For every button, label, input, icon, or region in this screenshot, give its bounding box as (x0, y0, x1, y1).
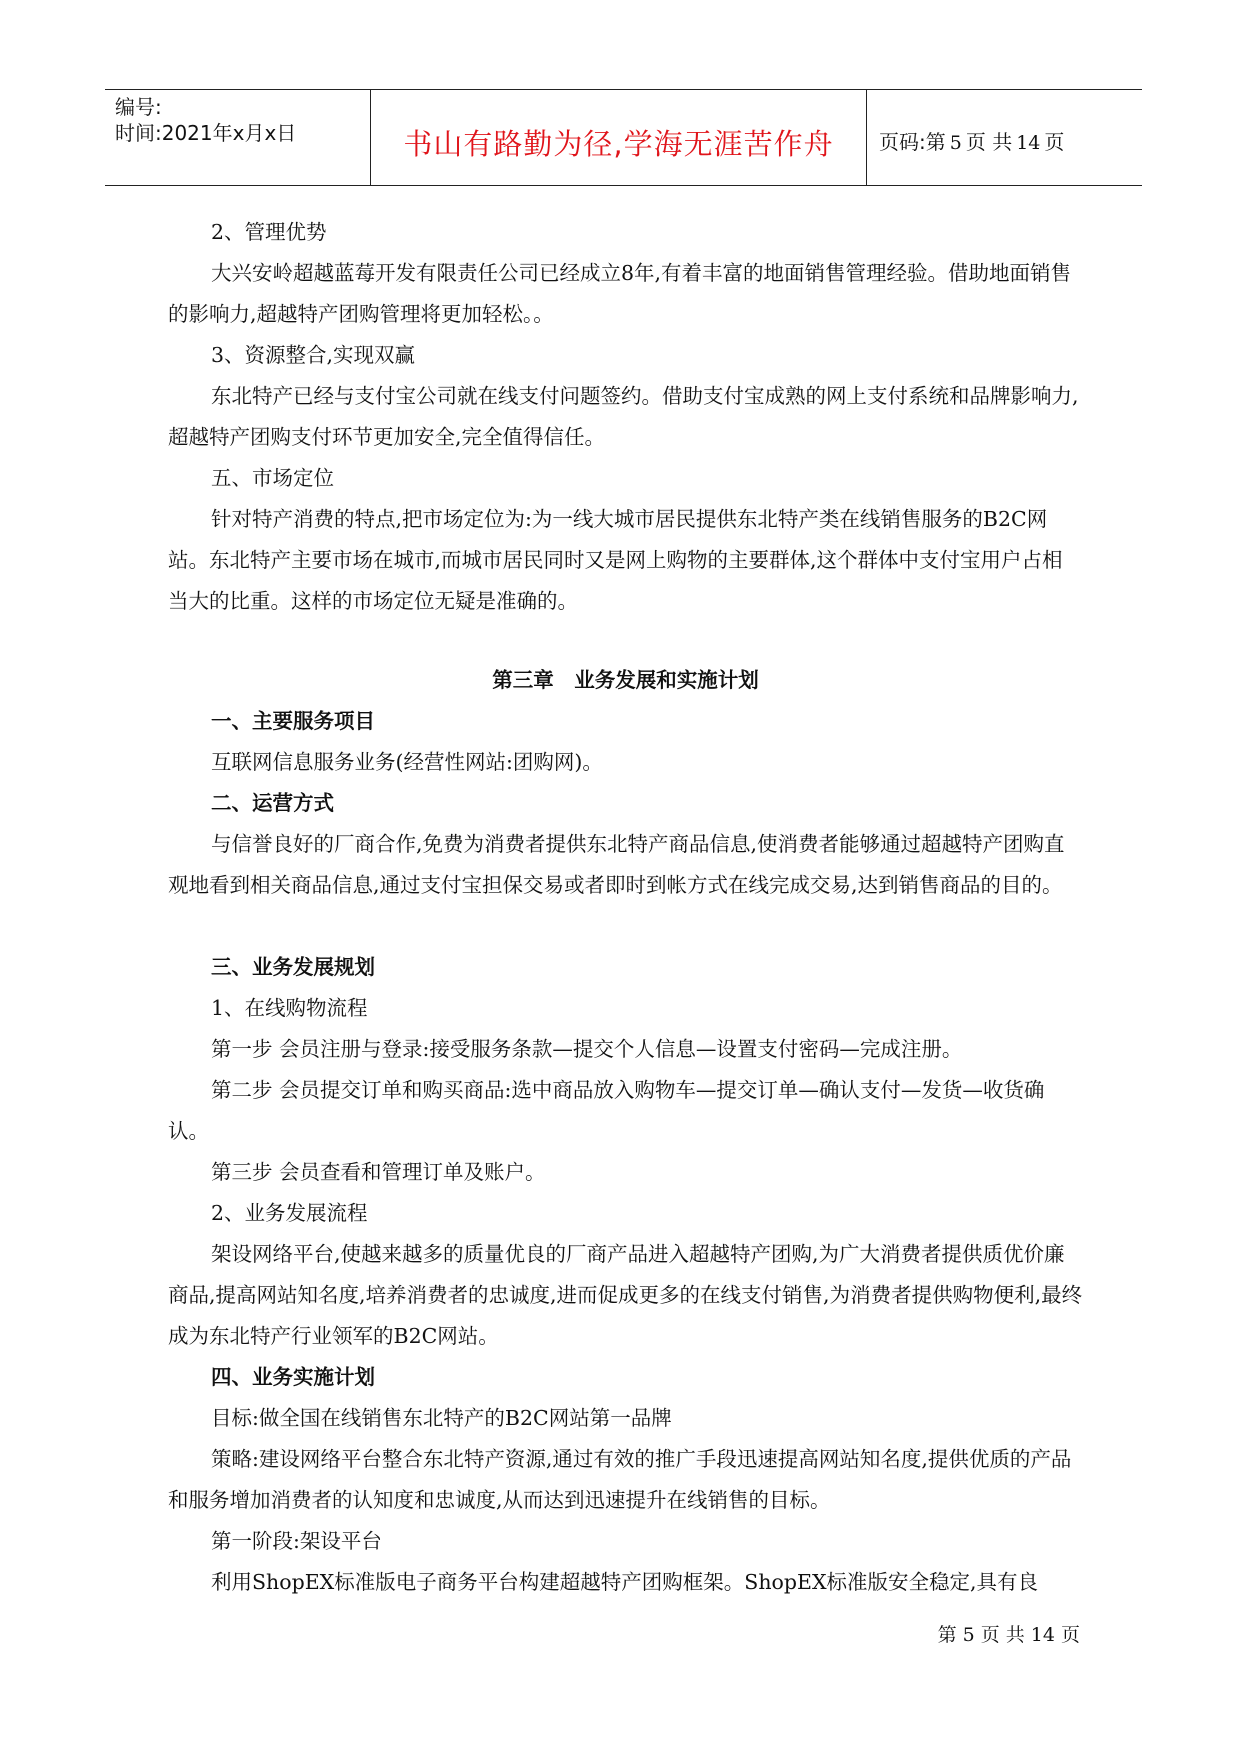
page-code: 页码:第 5 页 共 14 页 (879, 130, 1065, 154)
section-heading-resource-integration: 3、资源整合,实现双赢 (211, 343, 416, 367)
motto-text: 书山有路勤为径,学海无涯苦作舟 (403, 127, 834, 161)
paragraph-resource: 东北特产已经与支付宝公司就在线支付问题签约。借助支付宝成熟的网上支付系统和品牌影响力,超越特产团购支付环节更加安全,完全值得信任。 (168, 384, 1079, 449)
subheading-shopping-flow: 1、在线购物流程 (211, 996, 368, 1020)
paragraph-market: 针对特产消费的特点,把市场定位为:为一线大城市居民提供东北特产类在线销售服务的B2C网站。东北特产主要市场在城市,而城市居民同时又是网上购物的主要群体,这个群体中支付宝用户占相当大的比重。这样的市场定位无疑是准确的。 (168, 507, 1063, 613)
heading-implementation-plan: 四、业务实施计划 (211, 1365, 375, 1389)
step-two: 第二步 会员提交订单和购买商品:选中商品放入购物车—提交订单—确认支付—发货—收货确认。 (168, 1078, 1045, 1143)
number-label: 编号: (115, 95, 162, 119)
page-footer: 第 5 页 共 14 页 (937, 1624, 1080, 1646)
heading-operation-mode: 二、运营方式 (211, 791, 334, 815)
header-page-cell (867, 90, 1142, 185)
header-motto-cell (370, 90, 867, 185)
paragraph-management: 大兴安岭超越蓝莓开发有限责任公司已经成立8年,有着丰富的地面销售管理经验。借助地面销售的影响力,超越特产团购管理将更加轻松。。 (168, 261, 1072, 326)
phase-one-heading: 第一阶段:架设平台 (211, 1529, 382, 1553)
paragraph-services: 互联网信息服务业务(经营性网站:团购网)。 (211, 750, 603, 774)
heading-business-plan: 三、业务发展规划 (211, 955, 375, 979)
paragraph-business-flow: 架设网络平台,使越来越多的质量优良的厂商产品进入超越特产团购,为广大消费者提供质优价廉商品,提高网站知名度,培养消费者的忠诚度,进而促成更多的在线支付销售,为消费者提供购物便利,最终成为东北特产行业领军的B2C网站。 (168, 1242, 1083, 1348)
subheading-business-flow: 2、业务发展流程 (211, 1201, 368, 1225)
time-label: 时间:2021年x月x日 (115, 121, 297, 145)
heading-main-services: 一、主要服务项目 (211, 709, 375, 733)
paragraph-phase-one: 利用ShopEX标准版电子商务平台构建超越特产团购框架。ShopEX标准版安全稳定,具有良 (211, 1570, 1039, 1594)
document-header (105, 89, 1142, 186)
section-heading-management-advantage: 2、管理优势 (211, 220, 327, 244)
paragraph-goal: 目标:做全国在线销售东北特产的B2C网站第一品牌 (211, 1406, 672, 1430)
section-heading-market-positioning: 五、市场定位 (211, 466, 334, 490)
chapter-title: 第三章 业务发展和实施计划 (492, 668, 759, 692)
step-three: 第三步 会员查看和管理订单及账户。 (211, 1160, 546, 1184)
paragraph-strategy: 策略:建设网络平台整合东北特产资源,通过有效的推广手段迅速提高网站知名度,提供优质的产品和服务增加消费者的认知度和忠诚度,从而达到迅速提升在线销售的目标。 (168, 1447, 1072, 1512)
step-one: 第一步 会员注册与登录:接受服务条款—提交个人信息—设置支付密码—完成注册。 (211, 1037, 963, 1061)
paragraph-operation: 与信誉良好的厂商合作,免费为消费者提供东北特产商品信息,使消费者能够通过超越特产团购直观地看到相关商品信息,通过支付宝担保交易或者即时到帐方式在线完成交易,达到销售商品的目的。 (168, 832, 1065, 897)
header-info-cell (105, 90, 370, 185)
